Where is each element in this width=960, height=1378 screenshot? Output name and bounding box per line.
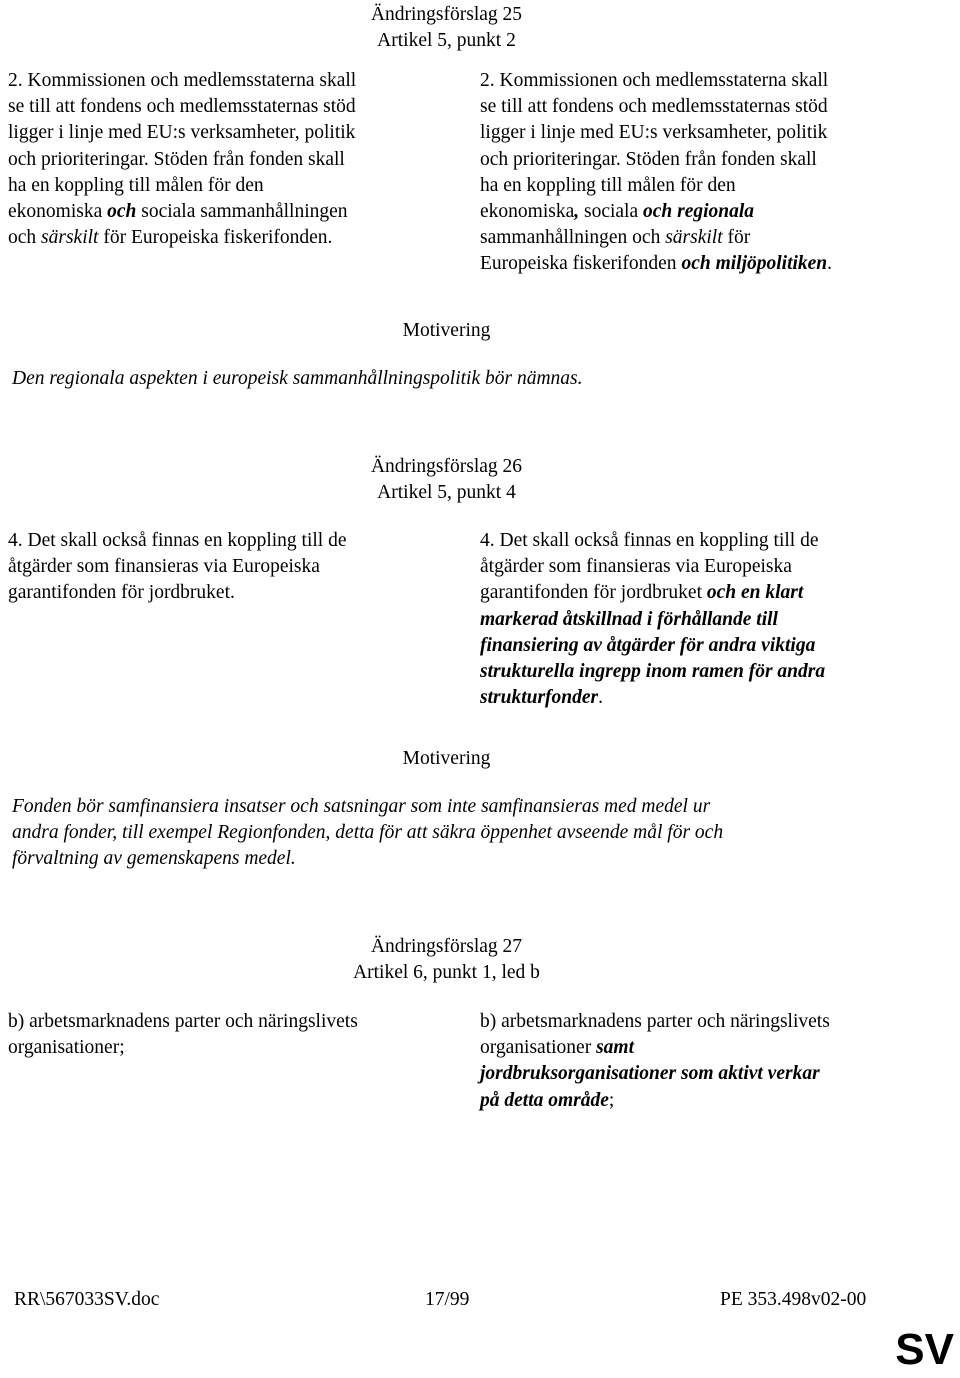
amendment-25-original-text — [8, 68, 448, 251]
text-segment: särskilt — [665, 227, 723, 249]
amendment-26-original-text — [8, 528, 448, 607]
footer-document-reference: RR\567033SV.doc — [14, 1289, 160, 1310]
text-segment: . — [827, 253, 833, 275]
amendment-26-article: Artikel 5, punkt 4 — [377, 482, 516, 503]
text-segment: 4. Det skall också finnas en koppling till de åtgärder som finansieras via Europeiska garantifonden för jordbruket — [480, 530, 819, 604]
text-segment: för Europeiska fiskerifonden. — [98, 227, 333, 249]
text-segment: och miljöpolitiken — [681, 253, 828, 275]
amendment-27-original-text — [8, 1009, 448, 1061]
amendment-27-title: Ändringsförslag 27 — [370, 936, 523, 957]
text-segment: b) arbetsmarknadens parter och näringslivets organisationer; — [8, 1011, 358, 1059]
text-segment: för Europeiska fiskerifonden — [480, 227, 751, 275]
amendment-27-article: Artikel 6, punkt 1, led b — [353, 962, 540, 983]
amendment-25-justification: Den regionala aspekten i europeisk sammanhållningspolitik bör nämnas. — [12, 368, 583, 389]
text-segment: b) arbetsmarknadens parter och näringslivets organisationer — [480, 1011, 830, 1059]
amendment-25-article: Artikel 5, punkt 2 — [377, 30, 516, 51]
amendment-26-justification: Fonden bör samfinansiera insatser och satsningar som inte samfinansieras med medel ur andra fonder, till exempel Regionfonden, detta för att säkra öppenhet avseende mål för och förvaltning av gemenskapens medel. — [12, 796, 724, 870]
text-segment: samt jordbruksorganisationer som aktivt verkar på detta område — [480, 1037, 820, 1111]
footer-pe-reference: PE 353.498v02-00 — [720, 1289, 867, 1310]
text-segment: 2. Kommissionen och medlemsstaterna skall se till att fondens och medlemsstaternas stöd ligger i linje med EU:s verksamheter, politik och prioriteringar. Stöden från fonden skall ha en koppling till målen för den ekonomiska — [8, 70, 357, 223]
amendment-27-amended-text — [480, 1009, 920, 1114]
text-segment: och regionala — [643, 201, 755, 223]
text-segment: sociala — [579, 201, 643, 223]
text-segment: och en klart markerad åtskillnad i förhållande till finansiering av åtgärder för andra viktiga strukturella ingrepp inom ramen för andra strukturfonder — [480, 582, 826, 709]
text-segment: 4. Det skall också finnas en koppling till de åtgärder som finansieras via Europeiska garantifonden för jordbruket. — [8, 530, 347, 604]
amendment-25-title: Ändringsförslag 25 — [370, 4, 523, 25]
text-segment: sociala sammanhållningen och — [8, 201, 348, 249]
text-segment: sammanhållningen och — [480, 227, 661, 249]
amendment-26-amended-text — [480, 528, 920, 711]
text-segment: ; — [608, 1089, 615, 1111]
text-segment: , — [574, 201, 580, 223]
text-segment: och — [107, 201, 137, 223]
amendment-25-motivering-heading: Motivering — [402, 320, 491, 341]
amendment-26-title: Ändringsförslag 26 — [370, 456, 523, 477]
text-segment: 2. Kommissionen och medlemsstaterna skall se till att fondens och medlemsstaternas stöd ligger i linje med EU:s verksamheter, politik och prioriteringar. Stöden från fonden skall ha en koppling till målen för den ekonomiska — [480, 70, 829, 223]
amendment-26-motivering-heading: Motivering — [402, 748, 491, 769]
amendment-25-amended-text — [480, 68, 920, 278]
language-code: SV — [895, 1325, 954, 1374]
footer-page-number: 17/99 — [425, 1289, 470, 1310]
text-segment: särskilt — [41, 227, 99, 249]
text-segment: . — [598, 687, 603, 709]
